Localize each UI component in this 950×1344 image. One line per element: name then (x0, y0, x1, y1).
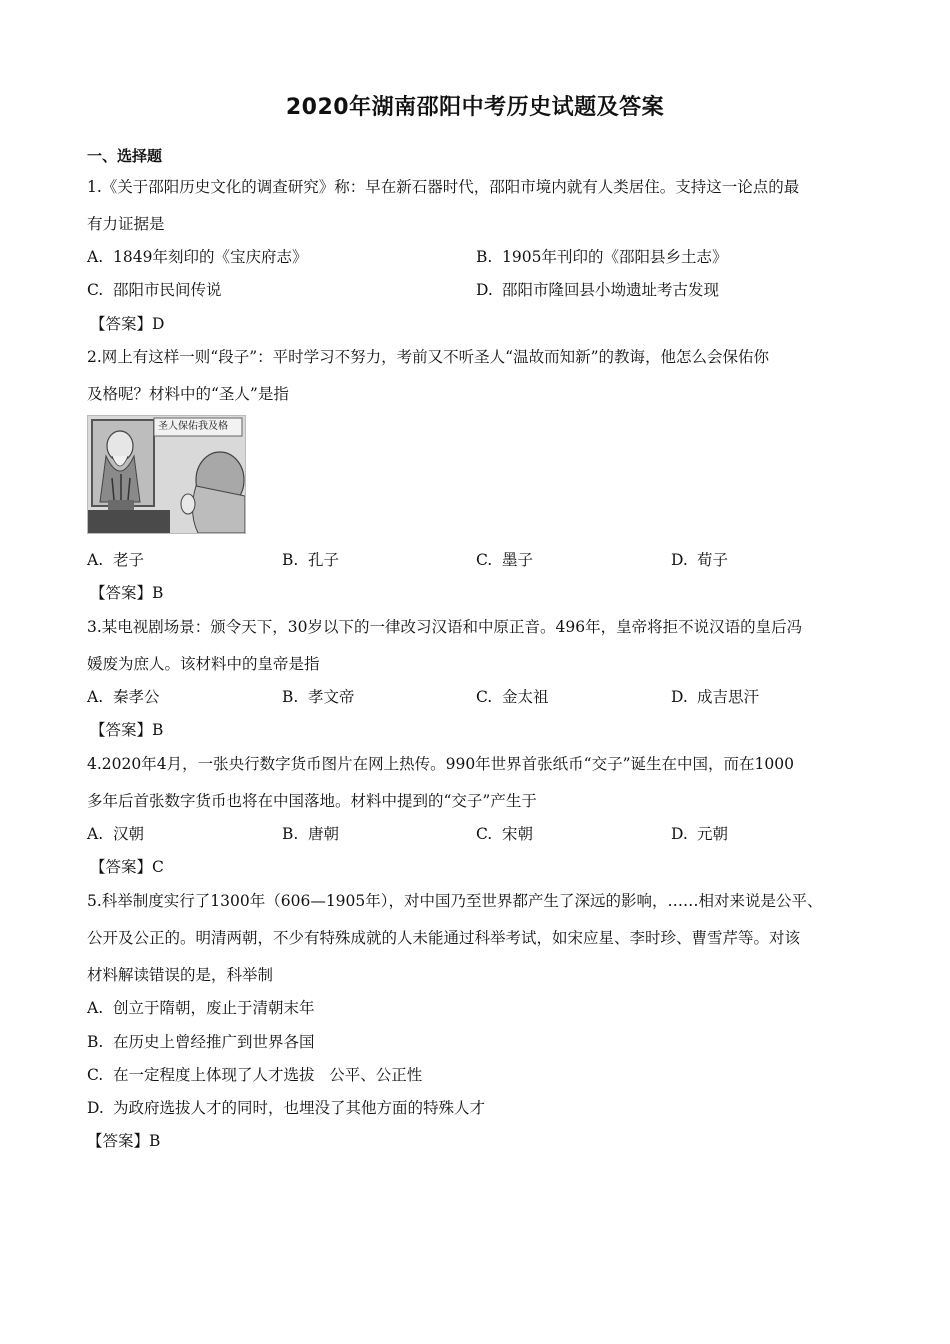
q4-option-b: B. 唐朝 (282, 825, 340, 843)
cartoon-caption: 圣人保佑我及格 (158, 421, 228, 432)
question-2-text: 2.网上有这样一则“段子”：平时学习不努力，考前又不听圣人“温故而知新”的教诲，他怎么会保佑你 (87, 348, 769, 366)
q2-answer: 【答案】B (90, 584, 164, 602)
q4-option-d: D. 元朝 (671, 825, 729, 843)
question-1-text-cont: 有力证据是 (87, 215, 165, 233)
q1-answer: 【答案】D (90, 315, 165, 333)
question-5-text-cont-2: 材料解读错误的是，科举制 (87, 966, 274, 984)
page-title: 2020年湖南邵阳中考历史试题及答案 (285, 95, 665, 120)
q5-option-d: D. 为政府选拔人才的同时，也埋没了其他方面的特殊人才 (87, 1099, 486, 1117)
q2-option-c: C. 墨子 (476, 551, 534, 569)
q2-option-a: A. 老子 (87, 551, 145, 569)
q5-answer: 【答案】B (87, 1132, 161, 1150)
q1-option-a: A. 1849年刻印的《宝庆府志》 (87, 248, 308, 266)
q2-option-b: B. 孔子 (282, 551, 340, 569)
section-heading: 一、选择题 (87, 147, 163, 165)
q5-option-b: B. 在历史上曾经推广到世界各国 (87, 1033, 315, 1051)
cartoon-image (87, 415, 246, 534)
question-3-text: 3.某电视剧场景：颁令天下，30岁以下的一律改习汉语和中原正音。496年，皇帝将拒不说汉语的皇后冯 (87, 618, 803, 636)
question-2-text-cont: 及格呢？材料中的“圣人”是指 (87, 385, 289, 403)
q5-option-c: C. 在一定程度上体现了人才选拔 公平、公正性 (87, 1066, 423, 1084)
q3-option-b: B. 孝文帝 (282, 688, 355, 706)
q3-answer: 【答案】B (90, 721, 164, 739)
q3-option-a: A. 秦孝公 (87, 688, 160, 706)
q5-option-a: A. 创立于隋朝，废止于清朝末年 (87, 999, 315, 1017)
q4-answer: 【答案】C (90, 858, 164, 876)
q2-option-d: D. 荀子 (671, 551, 729, 569)
q4-option-c: C. 宋朝 (476, 825, 534, 843)
question-1-text: 1.《关于邵阳历史文化的调查研究》称：早在新石器时代，邵阳市境内就有人类居住。支持这一论点的最 (87, 178, 800, 196)
q1-option-b: B. 1905年刊印的《邵阳县乡土志》 (476, 248, 728, 266)
question-3-text-cont: 媛废为庶人。该材料中的皇帝是指 (87, 655, 320, 673)
q4-option-a: A. 汉朝 (87, 825, 145, 843)
q3-option-c: C. 金太祖 (476, 688, 549, 706)
q1-option-d: D. 邵阳市隆回县小坳遗址考古发现 (476, 281, 720, 299)
q1-option-c: C. 邵阳市民间传说 (87, 281, 222, 299)
question-4-text: 4.2020年4月，一张央行数字货币图片在网上热传。990年世界首张纸币“交子”诞生在中国，而在1000 (87, 755, 794, 773)
question-5-text: 5.科举制度实行了1300年（606—1905年），对中国乃至世界都产生了深远的影响，……相对来说是公平、 (87, 892, 823, 910)
question-5-text-cont: 公开及公正的。明清两朝，不少有特殊成就的人未能通过科举考试，如宋应星、李时珍、曹雪芹等。对该 (87, 929, 801, 947)
q3-option-d: D. 成吉思汗 (671, 688, 760, 706)
question-4-text-cont: 多年后首张数字货币也将在中国落地。材料中提到的“交子”产生于 (87, 792, 537, 810)
